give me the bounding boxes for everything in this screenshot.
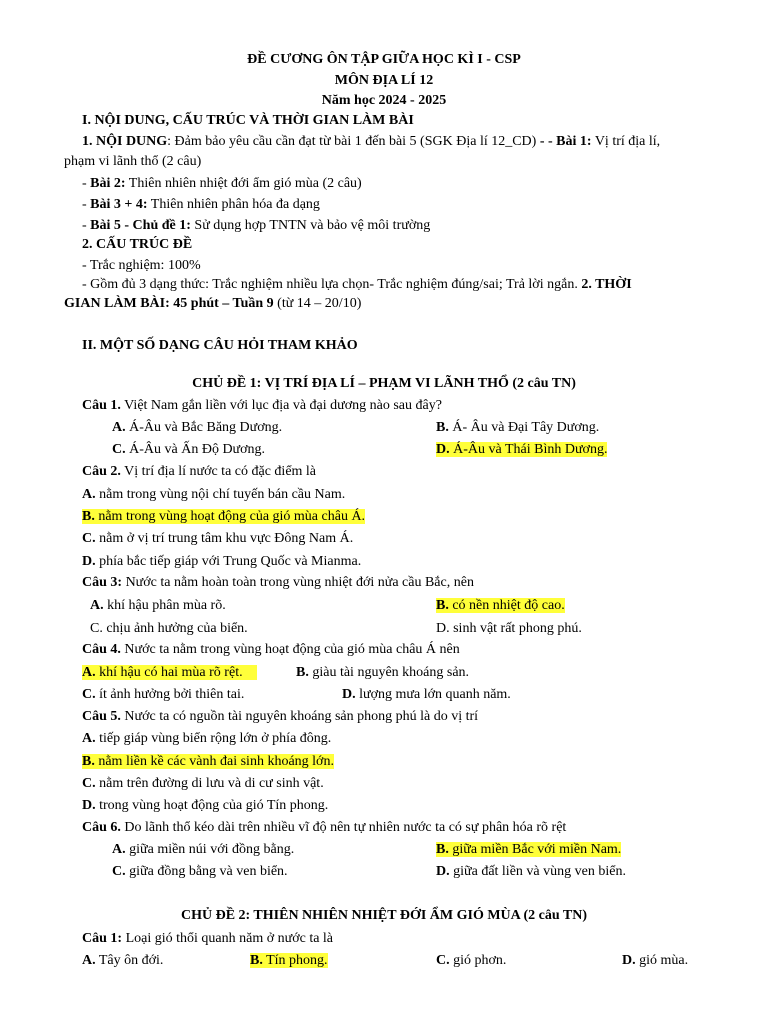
q4-option-c: C. ít ảnh hưởng bởi thiên tai. (82, 687, 245, 702)
q2-option-a: A. nằm trong vùng nội chí tuyến bán cầu Nam. (82, 487, 346, 502)
q5-option-d: D. trong vùng hoạt động của gió Tín phong. (82, 798, 329, 813)
q2-option-d: D. phía bắc tiếp giáp với Trung Quốc và Mianma. (82, 554, 362, 569)
q5-option-a: A. tiếp giáp vùng biển rộng lớn ở phía đông. (82, 731, 332, 746)
t2q1-option-b-answer: B. Tín phong. (250, 953, 328, 968)
q1-option-b: B. Á- Âu và Đại Tây Dương. (436, 420, 600, 435)
subject-title: MÔN ĐỊA LÍ 12 (334, 73, 434, 88)
q4-option-b: B. giàu tài nguyên khoáng sản. (296, 665, 470, 680)
lesson2-line: - Bài 2: Thiên nhiên nhiệt đới ẩm gió mùa (2 câu) (82, 176, 362, 191)
structure-line2: - Gồm đủ 3 dạng thức: Trắc nghiệm nhiều lựa chọn- Trắc nghiệm đúng/sai; Trả lời ngắn. 2. THỜI (82, 277, 632, 292)
question-2: Câu 2. Vị trí địa lí nước ta có đặc điểm là (82, 464, 317, 479)
q3-option-d: D. sinh vật rất phong phú. (436, 621, 582, 636)
q6-option-b-answer: B. giữa miền Bắc với miền Nam. (436, 842, 622, 857)
section1-heading: I. NỘI DUNG, CẤU TRÚC VÀ THỜI GIAN LÀM BÀI (82, 113, 414, 128)
q1-option-a: A. Á-Âu và Bắc Băng Dương. (112, 420, 283, 435)
lesson5-line: - Bài 5 - Chủ đề 1: Sử dụng hợp TNTN và bảo vệ môi trường (82, 218, 431, 233)
question-6: Câu 6. Do lãnh thổ kéo dài trên nhiều vĩ độ nên tự nhiên nước ta có sự phân hóa rõ rệt (82, 820, 567, 835)
q4-option-d: D. lượng mưa lớn quanh năm. (342, 687, 511, 702)
document-title: ĐỀ CƯƠNG ÔN TẬP GIỮA HỌC KÌ I - CSP (247, 52, 521, 67)
topic2-question-1: Câu 1: Loại gió thổi quanh năm ở nước ta là (82, 931, 334, 946)
q4-option-a-answer: A. khí hậu có hai mùa rõ rệt. (82, 664, 257, 682)
q3-option-c: C. chịu ảnh hưởng của biển. (90, 621, 248, 636)
q5-option-c: C. nằm trên đường di lưu và di cư sinh vật. (82, 776, 324, 791)
q5-option-b-answer: B. nằm liền kề các vành đai sinh khoáng lớn. (82, 754, 334, 769)
topic2-heading: CHỦ ĐỀ 2: THIÊN NHIÊN NHIỆT ĐỚI ẨM GIÓ MÙA (2 câu TN) (180, 908, 588, 923)
q3-option-a: A. khí hậu phân mùa rõ. (90, 598, 226, 613)
q3-option-b-answer: B. có nền nhiệt độ cao. (436, 598, 565, 613)
content-line: 1. NỘI DUNG: Đảm bảo yêu cầu cần đạt từ bài 1 đến bài 5 (SGK Địa lí 12_CD) - - Bài 1: Vị trí địa lí, (82, 134, 661, 149)
lesson34-line: - Bài 3 + 4: Thiên nhiên phân hóa đa dạng (82, 197, 320, 212)
q6-option-a: A. giữa miền núi với đồng bằng. (112, 842, 295, 857)
t2q1-option-d: D. gió mùa. (622, 953, 689, 968)
content-line-cont: phạm vi lãnh thổ (2 câu) (64, 154, 202, 169)
structure-line1: - Trắc nghiệm: 100% (82, 258, 201, 273)
question-1: Câu 1. Việt Nam gắn liền với lục địa và đại dương nào sau đây? (82, 398, 442, 413)
q2-option-c: C. nằm ở vị trí trung tâm khu vực Đông Nam Á. (82, 531, 354, 546)
q1-option-d-answer: D. Á-Âu và Thái Bình Dương. (436, 442, 608, 457)
t2q1-option-a: A. Tây ôn đới. (82, 953, 164, 968)
t2q1-option-c: C. gió phơn. (436, 953, 507, 968)
q2-option-b-answer: B. nằm trong vùng hoạt động của gió mùa châu Á. (82, 509, 366, 524)
q6-option-d: D. giữa đất liền và vùng ven biển. (436, 864, 626, 879)
q6-option-c: C. giữa đồng bằng và ven biển. (112, 864, 288, 879)
question-5: Câu 5. Nước ta có nguồn tài nguyên khoáng sản phong phú là do vị trí (82, 709, 479, 724)
question-4: Câu 4. Nước ta nằm trong vùng hoạt động của gió mùa châu Á nên (82, 642, 460, 657)
structure-heading: 2. CẤU TRÚC ĐỀ (82, 237, 193, 252)
topic1-heading: CHỦ ĐỀ 1: VỊ TRÍ ĐỊA LÍ – PHẠM VI LÃNH THỔ (2 câu TN) (192, 376, 576, 391)
section2-heading: II. MỘT SỐ DẠNG CÂU HỎI THAM KHẢO (82, 338, 358, 353)
question-3: Câu 3: Nước ta nằm hoàn toàn trong vùng nhiệt đới nửa cầu Bắc, nên (82, 575, 474, 590)
school-year: Năm học 2024 - 2025 (321, 93, 447, 108)
time-line: GIAN LÀM BÀI: 45 phút – Tuần 9 (từ 14 – 20/10) (64, 296, 362, 311)
q1-option-c: C. Á-Âu và Ấn Độ Dương. (112, 442, 266, 457)
